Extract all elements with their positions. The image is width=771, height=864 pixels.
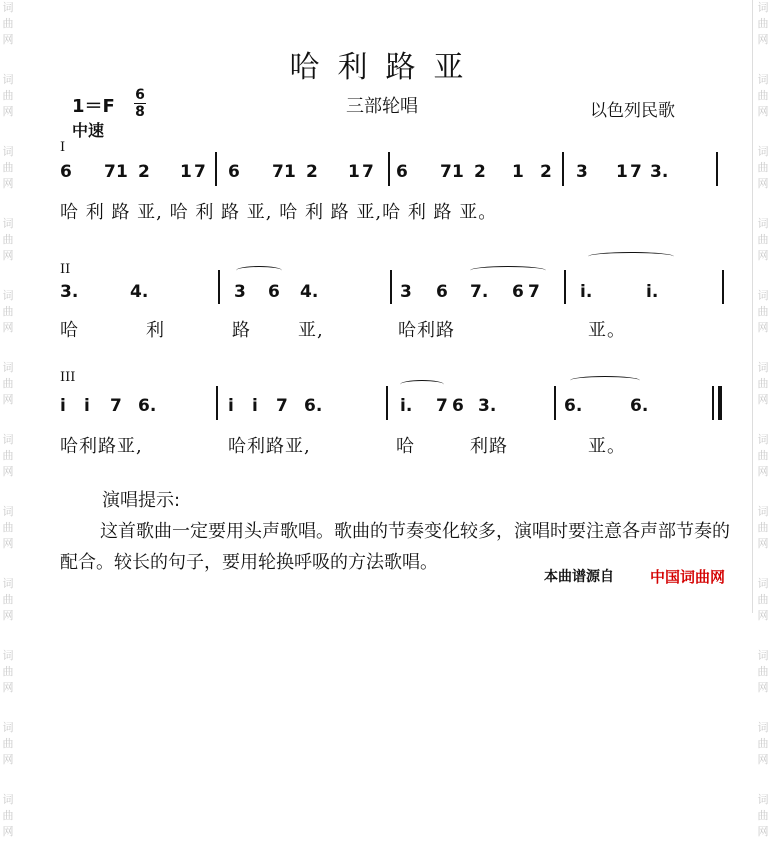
watermark-char: 网: [2, 105, 14, 118]
watermark-char: 网: [757, 177, 769, 190]
note: i: [228, 396, 234, 416]
note: 6: [452, 396, 464, 416]
watermark-char: 词: [2, 649, 14, 662]
note: i.: [580, 282, 593, 302]
watermark-char: 词: [757, 505, 769, 518]
watermark-char: 网: [757, 465, 769, 478]
performance-tips-heading: 演唱提示:: [102, 490, 181, 511]
watermark-char: 网: [757, 33, 769, 46]
part1-lyrics: 哈 利 路 亚, 哈 利 路 亚, 哈 利 路 亚,哈 利 路 亚。: [60, 202, 498, 223]
note: 6: [512, 282, 524, 302]
watermark-char: 网: [2, 465, 14, 478]
watermark-char: 曲: [757, 233, 769, 246]
watermark-char: 曲: [2, 521, 14, 534]
note: 3: [576, 162, 588, 182]
barline: [215, 152, 217, 186]
watermark-char: 词: [2, 289, 14, 302]
note: 6.: [304, 396, 323, 416]
lyric-word: 路: [232, 320, 251, 341]
barline: [218, 270, 220, 304]
note: 7: [630, 162, 642, 182]
note: i.: [646, 282, 659, 302]
watermark-char: 曲: [2, 449, 14, 462]
watermark-char: 曲: [757, 665, 769, 678]
performance-tips-text: 这首歌曲一定要用头声歌唱。歌曲的节奏变化较多，演唱时要注意各声部节奏的配合。较长的句子，要用轮换呼吸的方法歌唱。: [60, 521, 730, 573]
watermark-char: 词: [757, 577, 769, 590]
note: i: [252, 396, 258, 416]
lyric-word: 亚。: [588, 436, 626, 457]
page-border: [752, 0, 753, 613]
watermark-char: 曲: [757, 17, 769, 30]
watermark-char: 网: [2, 393, 14, 406]
lyric-word: 亚,: [298, 320, 324, 341]
note: 7.: [470, 282, 489, 302]
note: 4.: [300, 282, 319, 302]
watermark-char: 网: [757, 393, 769, 406]
watermark-char: 词: [757, 1, 769, 14]
site-link[interactable]: 中国词曲网: [650, 568, 726, 586]
watermark-char: 曲: [2, 161, 14, 174]
note: 2: [138, 162, 150, 182]
watermark-char: 曲: [757, 305, 769, 318]
watermark-char: 网: [757, 249, 769, 262]
watermark-char: 词: [2, 145, 14, 158]
watermark-char: 曲: [757, 737, 769, 750]
watermark-char: 曲: [2, 809, 14, 822]
watermark-char: 词: [2, 217, 14, 230]
note: 1: [180, 162, 192, 182]
watermark-char: 曲: [757, 377, 769, 390]
watermark-char: 曲: [757, 449, 769, 462]
note: 3: [400, 282, 412, 302]
part-label-1: I: [60, 140, 66, 155]
watermark-char: 词: [757, 73, 769, 86]
watermark-char: 词: [757, 433, 769, 446]
watermark-char: 词: [2, 505, 14, 518]
lyric-word: 哈利路亚,: [60, 436, 143, 457]
note: 2: [474, 162, 486, 182]
watermark-char: 网: [757, 321, 769, 334]
watermark-char: 网: [2, 33, 14, 46]
note: 7: [104, 162, 116, 182]
barline: [216, 386, 218, 420]
watermark-char: 网: [2, 249, 14, 262]
subtitle: 三部轮唱: [346, 96, 418, 117]
watermark-char: 词: [757, 721, 769, 734]
barline: [716, 152, 718, 186]
watermark-char: 词: [757, 361, 769, 374]
source-label: 本曲谱源自: [542, 566, 616, 586]
part-label-2: II: [60, 262, 71, 277]
watermark-char: 网: [757, 537, 769, 550]
note: 6: [268, 282, 280, 302]
watermark-char: 词: [757, 289, 769, 302]
final-barline-thick: [718, 386, 722, 420]
note: 6.: [630, 396, 649, 416]
watermark-char: 曲: [757, 521, 769, 534]
song-title: 哈利路亚: [289, 50, 482, 85]
watermark-char: 网: [757, 753, 769, 766]
lyric-word: 哈: [60, 320, 79, 341]
note: 2: [306, 162, 318, 182]
watermark-char: 曲: [2, 89, 14, 102]
watermark-char: 曲: [2, 17, 14, 30]
note: 7: [194, 162, 206, 182]
watermark-char: 网: [757, 609, 769, 622]
note: 1: [616, 162, 628, 182]
note: 3.: [650, 162, 669, 182]
song-origin: 以色列民歌: [590, 101, 675, 121]
lyric-word: 亚。: [588, 320, 626, 341]
note: 1: [284, 162, 296, 182]
time-numerator: 6: [135, 87, 145, 103]
note: 6: [436, 282, 448, 302]
watermark-char: 词: [757, 793, 769, 806]
lyric-word: 哈: [396, 436, 415, 457]
watermark-char: 词: [2, 73, 14, 86]
barline: [722, 270, 724, 304]
watermark-char: 曲: [2, 665, 14, 678]
note: i.: [400, 396, 413, 416]
watermark-char: 曲: [2, 377, 14, 390]
watermark-char: 词: [2, 577, 14, 590]
note: 6: [60, 162, 72, 182]
note: i: [60, 396, 66, 416]
note: 1: [348, 162, 360, 182]
note: 7: [276, 396, 288, 416]
note: 7: [272, 162, 284, 182]
note: 7: [362, 162, 374, 182]
tempo-marking: 中速: [72, 121, 105, 140]
watermark-char: 网: [757, 681, 769, 694]
watermark-char: 曲: [757, 161, 769, 174]
note: 3.: [478, 396, 497, 416]
barline: [554, 386, 556, 420]
note: 1: [116, 162, 128, 182]
note: 1: [512, 162, 524, 182]
watermark-char: 网: [757, 825, 769, 838]
final-barline-thin: [712, 386, 714, 420]
watermark-left: [0, 0, 16, 864]
watermark-char: 曲: [2, 737, 14, 750]
note: 7: [440, 162, 452, 182]
watermark-char: 词: [757, 217, 769, 230]
note: i: [84, 396, 90, 416]
lyric-word: 哈利路亚,: [228, 436, 311, 457]
watermark-char: 网: [2, 177, 14, 190]
slur: [236, 266, 282, 275]
watermark-char: 曲: [2, 593, 14, 606]
slur: [470, 266, 546, 275]
watermark-char: 网: [2, 537, 14, 550]
watermark-char: 曲: [2, 305, 14, 318]
note: 1: [452, 162, 464, 182]
watermark-char: 曲: [2, 233, 14, 246]
watermark-char: 词: [757, 649, 769, 662]
barline: [390, 270, 392, 304]
note: 6: [228, 162, 240, 182]
lyric-word: 哈利路: [398, 320, 455, 341]
barline: [564, 270, 566, 304]
watermark-char: 曲: [757, 89, 769, 102]
watermark-char: 词: [2, 721, 14, 734]
lyric-word: 利路: [470, 436, 508, 457]
watermark-char: 网: [2, 825, 14, 838]
barline: [386, 386, 388, 420]
note: 7: [110, 396, 122, 416]
watermark-char: 曲: [757, 809, 769, 822]
slur: [400, 380, 444, 389]
note: 3.: [60, 282, 79, 302]
watermark-char: 网: [757, 105, 769, 118]
note: 4.: [130, 282, 149, 302]
watermark-char: 词: [2, 793, 14, 806]
watermark-char: 网: [2, 321, 14, 334]
note: 6.: [564, 396, 583, 416]
barline: [388, 152, 390, 186]
key-signature: 1＝F: [72, 96, 115, 117]
note: 7: [528, 282, 540, 302]
watermark-char: 网: [2, 753, 14, 766]
note: 7: [436, 396, 448, 416]
watermark-char: 词: [2, 361, 14, 374]
lyric-word: 利: [146, 320, 165, 341]
time-denominator: 8: [135, 104, 145, 120]
slur: [570, 376, 640, 385]
slur: [588, 252, 674, 261]
part-label-3: III: [60, 370, 76, 385]
note: 2: [540, 162, 552, 182]
note: 3: [234, 282, 246, 302]
watermark-char: 网: [2, 681, 14, 694]
watermark-char: 曲: [757, 593, 769, 606]
watermark-char: 词: [757, 145, 769, 158]
barline: [562, 152, 564, 186]
note: 6: [396, 162, 408, 182]
time-signature: [134, 88, 146, 119]
watermark-char: 网: [2, 609, 14, 622]
watermark-right: [755, 0, 771, 864]
note: 6.: [138, 396, 157, 416]
watermark-char: 词: [2, 1, 14, 14]
watermark-char: 词: [2, 433, 14, 446]
